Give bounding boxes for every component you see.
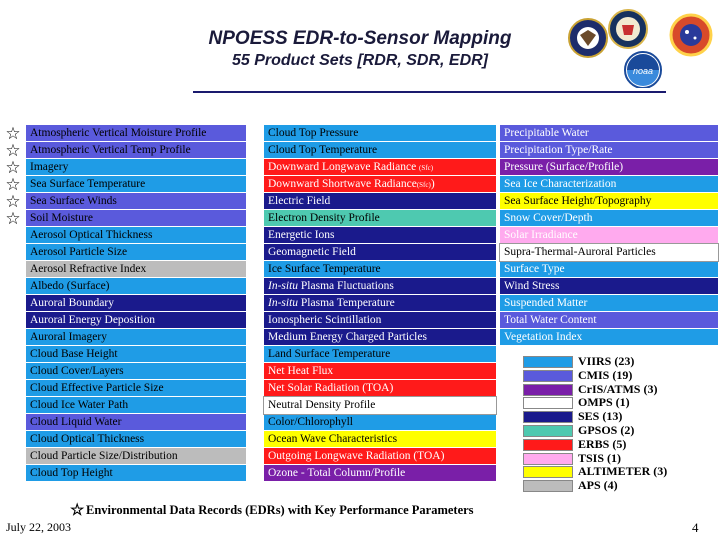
- legend-label: ERBS (5): [578, 436, 627, 451]
- edr-cell-label: Neutral Density Profile: [268, 399, 376, 411]
- edr-cell: [264, 431, 496, 448]
- legend-swatch: [523, 397, 573, 409]
- edr-cell-label: Outgoing Longwave Radiation (TOA): [268, 450, 445, 462]
- edr-cell-label: Cloud Optical Thickness: [30, 433, 145, 445]
- kpp-star-icon: ☆: [5, 141, 21, 160]
- edr-cell: [264, 363, 496, 380]
- edr-cell-label: Cloud Top Height: [30, 467, 113, 479]
- edr-cell-label: Plasma Fluctuations: [298, 280, 394, 292]
- legend-swatch: [523, 480, 573, 492]
- edr-cell-label: Cloud Cover/Layers: [30, 365, 124, 377]
- edr-cell-label: Cloud Base Height: [30, 348, 118, 360]
- edr-cell-label: Cloud Particle Size/Distribution: [30, 450, 178, 462]
- edr-cell: [26, 159, 246, 176]
- agency-logos-art: [566, 8, 716, 88]
- edr-cell: [26, 329, 246, 346]
- legend-swatch: [523, 356, 573, 368]
- nasa-seal-icon: [671, 15, 711, 55]
- edr-cell-italic: In-situ: [268, 297, 299, 309]
- edr-cell: [26, 210, 246, 227]
- edr-cell-label: Plasma Temperature: [298, 297, 395, 309]
- legend-swatch: [523, 453, 573, 465]
- kpp-star-icon: ☆: [5, 175, 21, 194]
- edr-cell-label: Auroral Imagery: [30, 331, 107, 343]
- legend-label: CMIS (19): [578, 367, 633, 382]
- edr-cell: [500, 227, 718, 244]
- edr-cell: [26, 431, 246, 448]
- star-spacer: [0, 397, 26, 414]
- kpp-footnote-text: Environmental Data Records (EDRs) with Key Performance Parameters: [86, 503, 474, 517]
- edr-cell: [26, 176, 246, 193]
- edr-cell-label: Aerosol Optical Thickness: [30, 229, 153, 241]
- edr-cell-label: Solar Irradiance: [504, 229, 578, 241]
- legend-label: OMPS (1): [578, 395, 630, 410]
- edr-cell: [500, 193, 718, 210]
- edr-cell: [500, 142, 718, 159]
- star-spacer: [0, 312, 26, 329]
- edr-cell: [500, 329, 718, 346]
- edr-cell: [26, 244, 246, 261]
- star-spacer: [0, 363, 26, 380]
- slide-title-block: [150, 28, 570, 70]
- edr-cell-label: Energetic Ions: [268, 229, 335, 241]
- edr-cell: [26, 142, 246, 159]
- edr-cell-label: Soil Moisture: [30, 212, 93, 224]
- edr-cell-label: Imagery: [30, 161, 69, 173]
- legend-swatch: [523, 384, 573, 396]
- edr-cell: [26, 125, 246, 142]
- edr-cell-label: Total Water Content: [504, 314, 597, 326]
- edr-column-3: [500, 125, 718, 346]
- star-spacer: [0, 465, 26, 482]
- edr-cell-label: Electric Field: [268, 195, 331, 207]
- edr-cell: [26, 312, 246, 329]
- slide-date: July 22, 2003: [6, 520, 72, 534]
- edr-cell: [26, 261, 246, 278]
- edr-column-1: [26, 125, 246, 482]
- page-number: 4: [692, 520, 699, 535]
- edr-cell-label: Precipitation Type/Rate: [504, 144, 613, 156]
- legend-label: TSIS (1): [578, 450, 622, 465]
- edr-cell: [26, 363, 246, 380]
- edr-cell-label: Net Solar Radiation (TOA): [268, 382, 394, 394]
- agency-logos: [566, 8, 716, 88]
- edr-cell: [264, 244, 496, 261]
- legend-label: SES (13): [578, 409, 623, 424]
- edr-cell-label: Auroral Energy Deposition: [30, 314, 155, 326]
- edr-cell-label: Cloud Liquid Water: [30, 416, 122, 428]
- edr-cell-label: Medium Energy Charged Particles: [268, 331, 427, 343]
- title-divider: [193, 91, 666, 93]
- edr-cell: [26, 227, 246, 244]
- edr-cell: [264, 380, 496, 397]
- edr-cell-label: Sea Ice Characterization: [504, 178, 617, 190]
- edr-cell-label: Aerosol Refractive Index: [30, 263, 147, 275]
- star-spacer: [0, 346, 26, 363]
- star-spacer: [0, 431, 26, 448]
- edr-cell-label: Atmospheric Vertical Temp Profile: [30, 144, 191, 156]
- edr-cell-italic: In-situ: [268, 280, 299, 292]
- legend-label: GPSOS (2): [578, 422, 635, 437]
- legend-swatch: [523, 425, 573, 437]
- edr-cell-label: Ozone - Total Column/Profile: [268, 467, 406, 479]
- edr-cell-label: Sea Surface Temperature: [30, 178, 146, 190]
- edr-cell: [26, 278, 246, 295]
- edr-cell-label: Cloud Effective Particle Size: [30, 382, 164, 394]
- edr-cell-label: Wind Stress: [504, 280, 560, 292]
- edr-cell: [264, 346, 496, 363]
- star-spacer: [0, 295, 26, 312]
- slide-title: NPOESS EDR-to-Sensor Mapping: [208, 28, 512, 49]
- noaa-logo-icon: [625, 52, 661, 88]
- edr-cell: [264, 193, 496, 210]
- kpp-star-icon: ☆: [5, 209, 21, 228]
- edr-cell: [26, 448, 246, 465]
- edr-cell: [500, 295, 718, 312]
- edr-cell-label: Snow Cover/Depth: [504, 212, 593, 224]
- legend-label: CrIS/ATMS (3): [578, 381, 658, 396]
- edr-cell: [500, 278, 718, 295]
- star-spacer: [0, 448, 26, 465]
- edr-cell-label: Ocean Wave Characteristics: [268, 433, 398, 445]
- edr-cell-label: Auroral Boundary: [30, 297, 114, 309]
- star-spacer: [0, 227, 26, 244]
- legend-label: ALTIMETER (3): [578, 464, 668, 479]
- star-spacer: [0, 244, 26, 261]
- edr-cell-qualifier: (Sfc): [416, 181, 431, 189]
- edr-cell: [264, 261, 496, 278]
- edr-cell-label: Cloud Top Temperature: [268, 144, 378, 156]
- edr-cell: [264, 414, 496, 431]
- edr-cell: [26, 397, 246, 414]
- edr-cell: [26, 465, 246, 482]
- edr-cell: [500, 261, 718, 278]
- edr-cell-label: Cloud Top Pressure: [268, 127, 359, 139]
- star-spacer: [0, 329, 26, 346]
- edr-cell: [26, 414, 246, 431]
- edr-cell: [500, 244, 718, 261]
- edr-cell: [26, 295, 246, 312]
- legend-swatch: [523, 411, 573, 423]
- edr-cell-label: Electron Density Profile: [268, 212, 380, 224]
- edr-cell: [500, 125, 718, 142]
- edr-cell: [500, 312, 718, 329]
- legend-label: APS (4): [578, 478, 618, 493]
- edr-cell-label: Cloud Ice Water Path: [30, 399, 129, 411]
- edr-cell: [264, 295, 496, 312]
- kpp-star-icon: ☆: [5, 192, 21, 211]
- edr-cell: [500, 176, 718, 193]
- edr-cell: [500, 210, 718, 227]
- edr-cell: [264, 176, 496, 193]
- edr-cell: [264, 210, 496, 227]
- edr-cell-label: Geomagnetic Field: [268, 246, 356, 258]
- edr-cell: [264, 329, 496, 346]
- edr-cell: [26, 193, 246, 210]
- edr-cell-label: Color/Chlorophyll: [268, 416, 353, 428]
- legend-label: VIIRS (23): [578, 354, 635, 368]
- kpp-star-column: [0, 125, 26, 482]
- edr-cell: [264, 278, 496, 295]
- kpp-footnote: [70, 502, 474, 519]
- edr-cell-label: Land Surface Temperature: [268, 348, 391, 360]
- edr-cell-label: Atmospheric Vertical Moisture Profile: [30, 127, 207, 139]
- edr-cell-label: Suspended Matter: [504, 297, 588, 309]
- edr-cell-label: Vegetation Index: [504, 331, 583, 343]
- edr-cell-label: Ice Surface Temperature: [268, 263, 381, 275]
- star-spacer: [0, 380, 26, 397]
- slide-subtitle: 55 Product Sets [RDR, SDR, EDR]: [231, 52, 489, 69]
- edr-cell-label: Sea Surface Height/Topography: [504, 195, 652, 207]
- edr-cell-label: Ionospheric Scintillation: [268, 314, 382, 326]
- noaa-logo-text: noaa: [632, 66, 654, 76]
- legend-swatch: [523, 370, 573, 382]
- dod-seal-icon: [569, 19, 607, 57]
- edr-cell-qualifier: (Sfc): [419, 164, 434, 172]
- edr-cell-label: Downward Shortwave Radiance: [268, 178, 417, 190]
- star-spacer: [0, 278, 26, 295]
- edr-cell: [264, 142, 496, 159]
- edr-column-2: [264, 125, 496, 482]
- edr-cell: [26, 380, 246, 397]
- star-spacer: [0, 414, 26, 431]
- edr-cell-label: Albedo (Surface): [30, 280, 110, 292]
- kpp-star-icon: ☆: [5, 124, 21, 143]
- edr-cell-label: Pressure (Surface/Profile): [504, 161, 624, 173]
- kpp-star-icon: ☆: [5, 158, 21, 177]
- edr-cell: [264, 227, 496, 244]
- edr-cell-label: Surface Type: [504, 263, 565, 275]
- edr-cell-label: Net Heat Flux: [268, 365, 334, 377]
- edr-cell-suffix: ): [430, 178, 435, 190]
- edr-cell: [264, 465, 496, 482]
- edr-cell-label: Precipitable Water: [504, 127, 589, 139]
- kpp-star-icon: ☆: [70, 502, 85, 519]
- star-spacer: [0, 261, 26, 278]
- edr-cell-label: Supra-Thermal-Auroral Particles: [504, 246, 656, 258]
- doc-seal-icon: [609, 10, 647, 48]
- legend-swatch: [523, 466, 573, 478]
- edr-cell: [264, 159, 496, 176]
- edr-cell-label: Sea Surface Winds: [30, 195, 117, 207]
- edr-cell: [264, 312, 496, 329]
- edr-cell: [500, 159, 718, 176]
- edr-cell: [264, 397, 496, 414]
- legend-swatch: [523, 439, 573, 451]
- edr-cell: [264, 125, 496, 142]
- edr-cell: [264, 448, 496, 465]
- edr-cell-label: Aerosol Particle Size: [30, 246, 128, 258]
- edr-cell: [26, 346, 246, 363]
- edr-cell-label: Downward Longwave Radiance: [268, 161, 420, 173]
